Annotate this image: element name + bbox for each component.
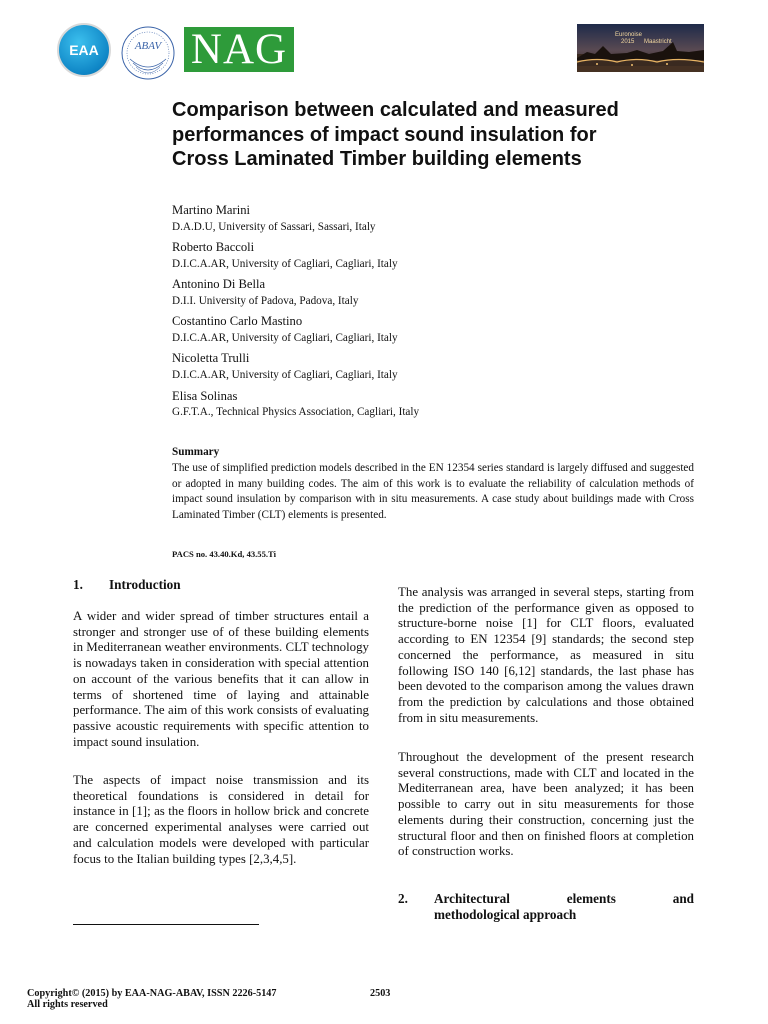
author-affiliation: G.F.T.A., Technical Physics Association, Cagliari, Italy — [172, 406, 420, 418]
abav-logo-text: ABAV — [134, 40, 162, 52]
title-line: Cross Laminated Timber building elements — [172, 148, 582, 170]
conference-banner — [577, 24, 704, 72]
eaa-logo — [57, 23, 111, 77]
banner-line3: Maastricht — [644, 39, 672, 45]
section-heading-architectural — [398, 891, 694, 925]
author-affiliation: D.I.C.A.AR, University of Cagliari, Cagliari, Italy — [172, 258, 398, 270]
nag-logo-text: NAG — [190, 26, 288, 73]
author-name: Nicoletta Trulli — [172, 351, 250, 365]
paper-title — [172, 98, 692, 172]
paragraph: The aspects of impact noise transmission and its theoretical foundations is considered in detail for instance in [1]; as the floors in hollow brick and concrete are concerned experimental analyses were carried out and calculation models were developed with particular focus to the Italian building types [2,3,4,5]. — [73, 773, 369, 866]
section-number: 1. — [73, 577, 83, 592]
section-number: 2. — [398, 891, 408, 906]
section-title-line: methodological approach — [434, 907, 577, 922]
author-name: Elisa Solinas — [172, 389, 238, 403]
author-affiliation: D.I.I. University of Padova, Padova, Italy — [172, 295, 359, 307]
author-name: Antonino Di Bella — [172, 277, 266, 291]
banner-line2: 2015 — [621, 39, 635, 45]
author-affiliation: D.I.C.A.AR, University of Cagliari, Cagliari, Italy — [172, 332, 398, 344]
author-affiliation: D.A.D.U, University of Sassari, Sassari, Italy — [172, 221, 376, 233]
author-name: Martino Marini — [172, 203, 250, 217]
author-affiliation: D.I.C.A.AR, University of Cagliari, Cagliari, Italy — [172, 369, 398, 381]
rights-notice: All rights reserved — [27, 999, 108, 1010]
title-line: performances of impact sound insulation for — [172, 123, 597, 146]
summary-text: The use of simplified prediction models described in the EN 12354 series standard is largely diffused and suggested or adopted in many building codes. The aim of this work is to evaluate the reliability of calculation methods of impact sound insulation by comparison with in situ measurements. A case study about buildings made with Cross Laminated Timber (CLT) elements is presented. — [172, 462, 694, 521]
section-heading-introduction — [73, 577, 369, 595]
section-title: Introduction — [109, 577, 181, 592]
author-name: Costantino Carlo Mastino — [172, 314, 303, 328]
paragraph: The analysis was arranged in several steps, starting from the prediction of the performance given as opposed to structure-borne noise [1] for CLT floors, evaluated according to EN 12354 [9] standards; the second step concerned the performance, as measured in situ following ISO 140 [6,12] standards, the last phase has been devoted to the comparison among the values drawn from the prediction by calculations and those obtained from in situ measurements. — [398, 585, 694, 725]
title-line: Comparison between calculated and measured — [172, 99, 619, 121]
footnote-divider — [73, 924, 259, 925]
summary-heading: Summary — [172, 446, 220, 458]
banner-line1: Euronoise — [615, 32, 643, 38]
section-title-line: Architectural elements and — [434, 891, 694, 906]
banner-text — [615, 32, 672, 46]
author-name: Roberto Baccoli — [172, 240, 255, 254]
page-number: 2503 — [370, 988, 391, 999]
paragraph: Throughout the development of the present research several constructions, made with CLT and located in the Mediterranean area, have been analyzed; it has been possible to carry out in situ measurements for those elements during their construction, concerning just the structural floor and then on finished floors at completion of construction works. — [398, 750, 694, 859]
eaa-logo-text: EAA — [69, 42, 99, 58]
nag-logo — [184, 27, 294, 72]
paragraph: A wider and wider spread of timber structures entail a stronger and stronger use of of these building elements in Mediterranean weather environments. CLT technology is nowadays taken in consideration with special attention on account of the various benefits that it can allow in terms of shortened time of laying and attainable performance. The aim of this work consists of evaluating passive acoustic requirements with specific attention to impact sound insulation. — [73, 609, 369, 749]
abav-logo — [120, 25, 176, 81]
copyright-notice: Copyright© (2015) by EAA-NAG-ABAV, ISSN 2226-5147 — [27, 988, 277, 999]
pacs-codes: PACS no. 43.40.Kd, 43.55.Ti — [172, 549, 277, 559]
